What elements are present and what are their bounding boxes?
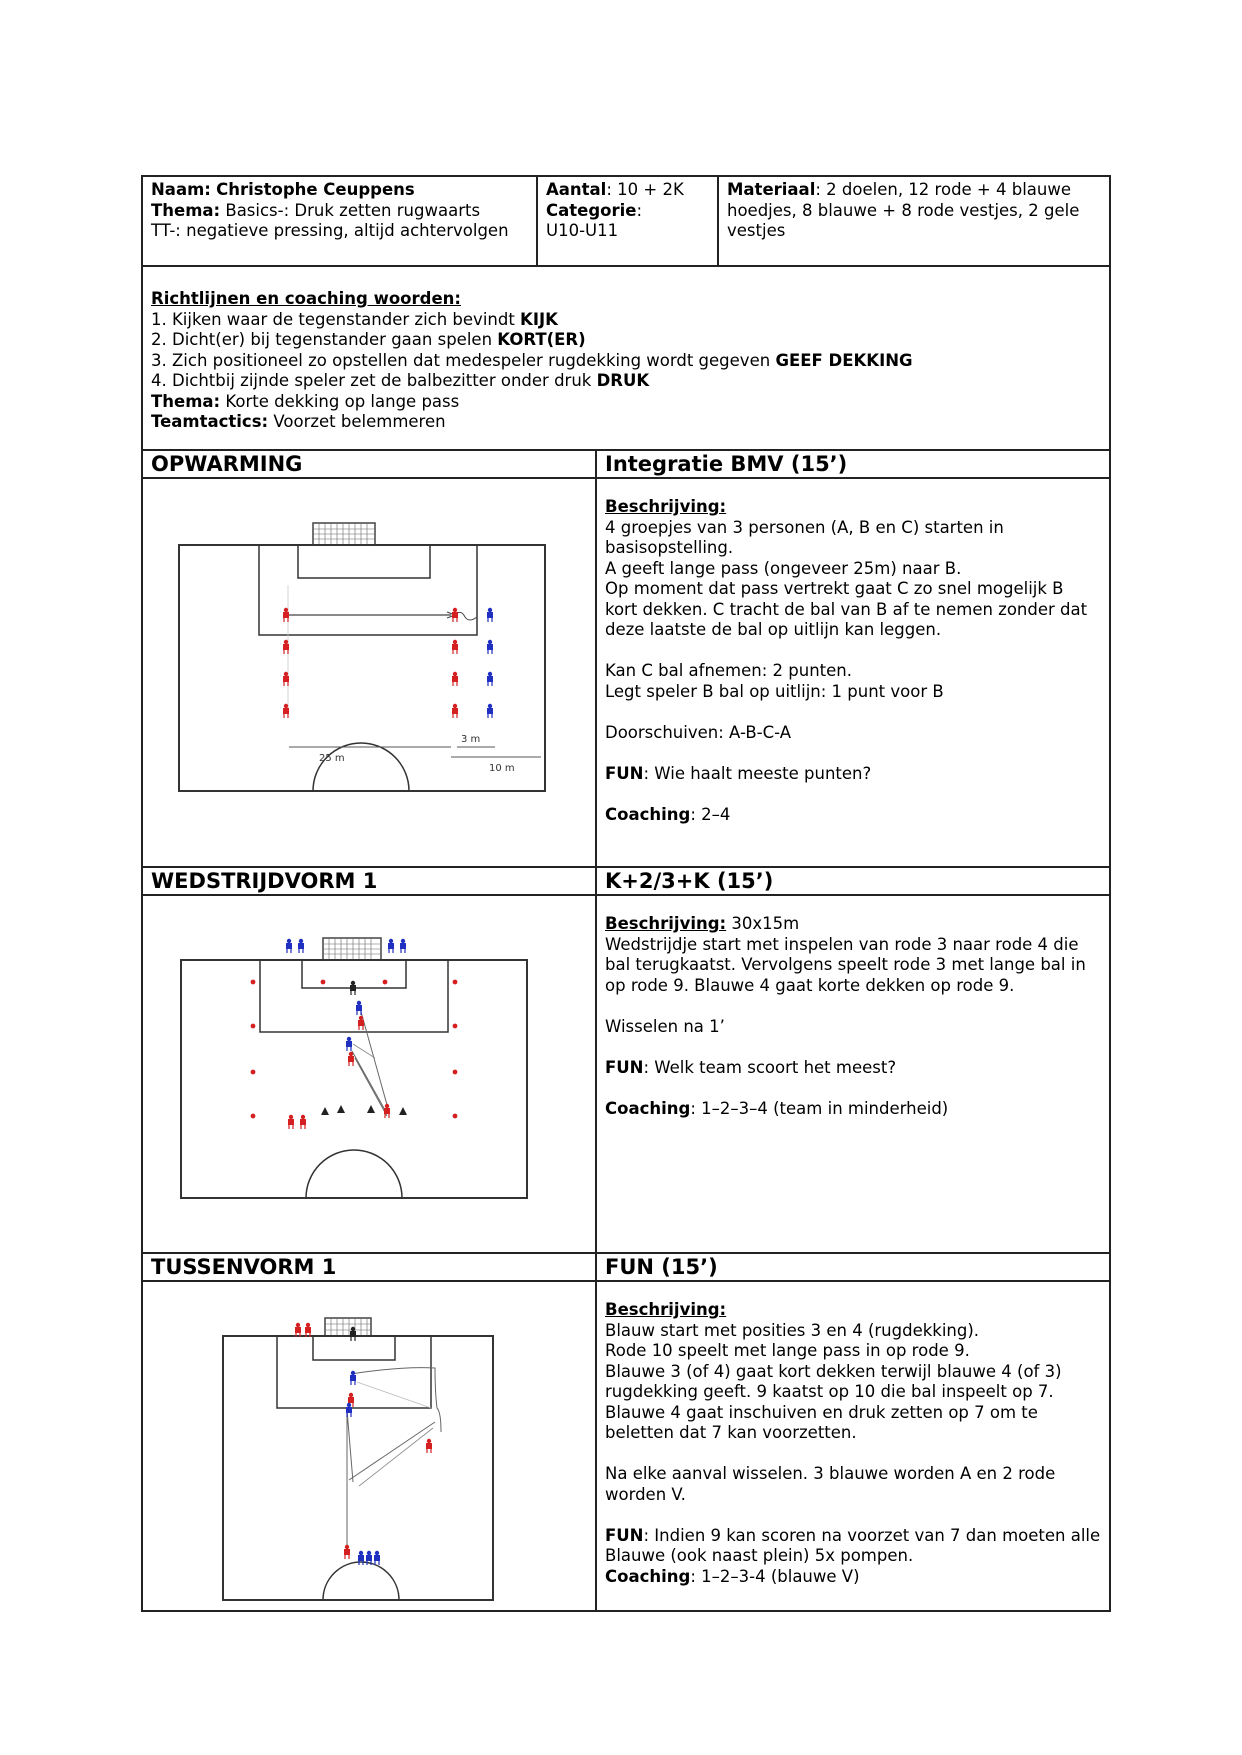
player-marker: [344, 1545, 350, 1559]
fun-label: FUN: [605, 763, 644, 783]
description-line: Na elke aanval wisselen. 3 blauwe worden A en 2 rode worden V.: [605, 1464, 1056, 1504]
section-subtitle: FUN (15’): [605, 1255, 718, 1279]
guideline-item: 1. Kijken waar de tegenstander zich bevindt KIJK: [151, 309, 558, 329]
guidelines-cell: [142, 266, 1110, 450]
fun-value: : Wie haalt meeste punten?: [643, 763, 872, 783]
fun-label: FUN: [605, 1057, 644, 1077]
fun-label: FUN: [605, 1525, 644, 1545]
coaching-label: Coaching: [605, 1098, 691, 1118]
thema-value: Basics-: Druk zetten rugwaarts: [225, 200, 481, 220]
training-table: [141, 175, 1111, 1612]
cone-marker: [251, 1114, 256, 1119]
cone-marker: [453, 1114, 458, 1119]
section-2-right-title-cell: [596, 867, 1110, 895]
thema-label: Thema:: [151, 200, 221, 220]
guideline-item: 2. Dicht(er) bij tegenstander gaan spelen KORT(ER): [151, 330, 586, 349]
player-marker: [350, 981, 356, 995]
coaching-value: : 1–2–3-4 (blauwe V): [690, 1566, 860, 1586]
coaching-label: Coaching: [605, 804, 691, 824]
naam-label: Naam:: [151, 180, 211, 199]
description-label: Beschrijving:: [605, 914, 727, 933]
section-1-right-title-cell: [596, 450, 1110, 478]
player-marker: [388, 939, 394, 953]
cone-marker: [383, 980, 388, 985]
player-marker: [356, 1001, 362, 1015]
player-marker: [305, 1323, 311, 1337]
materiaal-value: : 2 doelen, 12 rode + 4 blauwe hoedjes, 8 blauwe + 8 rode vestjes, 2 gele vestjes: [727, 180, 1080, 240]
section-1-diagram-cell: [142, 478, 596, 867]
section-1-left-title-cell: [142, 450, 596, 478]
aantal-value: : 10 + 2K: [606, 180, 684, 199]
player-b-red: [452, 640, 458, 654]
cone-marker: [453, 1070, 458, 1075]
description-line: Legt speler B bal op uitlijn: 1 punt voor B: [605, 681, 944, 701]
player-b-red: [452, 704, 458, 718]
section-subtitle: K+2/3+K (15’): [605, 869, 774, 893]
description-line: Kan C bal afnemen: 2 punten.: [605, 661, 852, 680]
description-line: 4 groepjes van 3 personen (A, B en C) starten in basisopstelling.: [605, 517, 1004, 557]
description-line: Rode 10 speelt met lange pass in op rode 9.: [605, 1341, 970, 1360]
cone-marker: [251, 1024, 256, 1029]
player-marker: [300, 1115, 306, 1129]
description-label: Beschrijving:: [605, 1300, 727, 1319]
header-materiaal-cell: [718, 176, 1110, 266]
cone-triangle-marker: [337, 1105, 345, 1113]
description-line: Blauwe 4 gaat inschuiven en druk zetten op 7 om te beletten dat 7 kan voorzetten.: [605, 1402, 1038, 1442]
training-sheet: [141, 175, 1109, 1612]
description-line: Op moment dat pass vertrekt gaat C zo snel mogelijk B kort dekken. C tracht de bal van B af te nemen zonder dat deze laatste de bal op uitlijn kan leggen.: [605, 579, 1088, 639]
section-2-description-cell: [596, 895, 1110, 1253]
player-marker: [348, 1052, 354, 1066]
cone-triangle-marker: [399, 1107, 407, 1115]
materiaal-label: Materiaal: [727, 180, 816, 199]
player-b-red: [452, 608, 458, 622]
description-label: Beschrijving:: [605, 497, 727, 516]
aantal-label: Aantal: [546, 180, 607, 199]
player-a-red: [283, 608, 289, 622]
fun-value: : Welk team scoort het meest?: [643, 1057, 897, 1077]
field-size: 30x15m: [726, 914, 800, 933]
description-line: Doorschuiven: A-B-C-A: [605, 722, 791, 742]
fun-value: : Indien 9 kan scoren na voorzet van 7 dan moeten alle Blauwe (ook naast plein) 5x pompen.: [605, 1525, 1101, 1565]
coaching-value: : 2–4: [690, 804, 731, 824]
player-a-red: [283, 704, 289, 718]
categorie-colon: :: [636, 200, 643, 220]
section-subtitle: Integratie BMV (15’): [605, 452, 848, 476]
description-line: Blauw start met posities 3 en 4 (rugdekking).: [605, 1320, 980, 1340]
player-c-blue: [487, 672, 493, 686]
player-marker: [288, 1115, 294, 1129]
drill-diagram-wedstrijdvorm: [143, 896, 595, 1248]
description-line: A geeft lange pass (ongeveer 25m) naar B.: [605, 558, 962, 578]
player-marker: [400, 939, 406, 953]
goal-net-icon: [325, 1318, 371, 1336]
distance-label-10: 10 m: [489, 763, 515, 774]
player-marker: [358, 1016, 364, 1030]
teamtactics-value: Voorzet belemmeren: [268, 412, 446, 431]
categorie-label: Categorie: [546, 200, 637, 220]
player-marker: [298, 939, 304, 953]
guideline-item: 3. Zich positioneel zo opstellen dat medespeler rugdekking wordt gegeven GEEF DEKKING: [151, 350, 913, 370]
description-line: Wisselen na 1’: [605, 1016, 725, 1036]
section-3-diagram-cell: [142, 1281, 596, 1611]
cone-marker: [321, 980, 326, 985]
guidelines-thema-value: Korte dekking op lange pass: [220, 391, 460, 411]
section-2-diagram-cell: [142, 895, 596, 1253]
tt-line: TT-: negatieve pressing, altijd achtervolgen: [151, 221, 509, 240]
section-1-description-cell: [596, 478, 1110, 867]
player-b-red: [452, 672, 458, 686]
teamtactics-label: Teamtactics:: [151, 412, 269, 431]
drill-diagram-opwarming: [143, 479, 595, 862]
section-title: WEDSTRIJDVORM 1: [151, 869, 378, 893]
player-c-blue: [487, 640, 493, 654]
categorie-value: U10-U11: [546, 221, 619, 240]
section-3-description-cell: [596, 1281, 1110, 1611]
player-c-blue: [487, 704, 493, 718]
section-title: OPWARMING: [151, 452, 303, 476]
description-line: Wedstrijdje start met inspelen van rode 3 naar rode 4 die bal terugkaatst. Vervolgens speelt rode 3 met lange bal in op rode 9. Blauwe 4 gaat korte dekken op rode 9.: [605, 934, 1086, 995]
cone-marker: [453, 1024, 458, 1029]
header-naam-cell: [142, 176, 537, 266]
section-2-left-title-cell: [142, 867, 596, 895]
player-marker: [426, 1439, 432, 1453]
coaching-label: Coaching: [605, 1566, 691, 1586]
player-c-blue: [487, 608, 493, 622]
player-marker: [346, 1037, 352, 1051]
coaching-value: : 1–2–3–4 (team in minderheid): [690, 1098, 949, 1118]
guidelines-title: Richtlijnen en coaching woorden:: [151, 289, 461, 308]
cone-triangle-marker: [321, 1107, 329, 1115]
section-3-right-title-cell: [596, 1253, 1110, 1281]
drill-diagram-tussenvorm: [143, 1282, 595, 1606]
guideline-item: 4. Dichtbij zijnde speler zet de balbezitter onder druk DRUK: [151, 371, 650, 390]
player-marker: [374, 1551, 380, 1565]
header-aantal-cell: [537, 176, 718, 266]
player-marker: [346, 1403, 352, 1417]
player-marker: [350, 1327, 356, 1341]
description-line: Blauwe 3 (of 4) gaat kort dekken terwijl blauwe 4 (of 3) rugdekking geeft. 9 kaatst op 10 die bal inspeelt op 7.: [605, 1361, 1062, 1401]
cone-triangle-marker: [367, 1105, 375, 1113]
distance-label-25: 25 m: [319, 753, 345, 764]
player-marker: [350, 1371, 356, 1385]
player-marker: [358, 1551, 364, 1565]
naam-value: Christophe Ceuppens: [216, 180, 415, 199]
cone-marker: [251, 1070, 256, 1075]
cone-marker: [453, 980, 458, 985]
distance-label-3: 3 m: [461, 734, 481, 745]
player-a-red: [283, 640, 289, 654]
guidelines-thema-label: Thema:: [151, 391, 221, 411]
section-title: TUSSENVORM 1: [151, 1255, 337, 1279]
cone-marker: [251, 980, 256, 985]
player-a-red: [283, 672, 289, 686]
section-3-left-title-cell: [142, 1253, 596, 1281]
player-marker: [286, 939, 292, 953]
player-marker: [295, 1323, 301, 1337]
